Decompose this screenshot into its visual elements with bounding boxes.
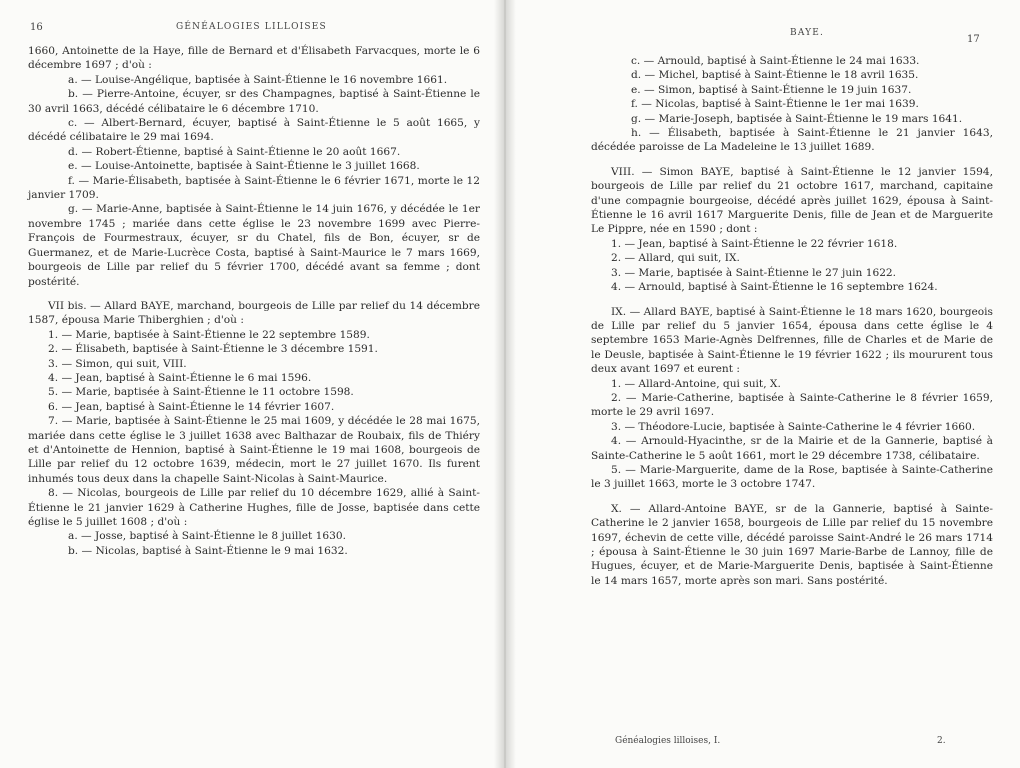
book-gutter xyxy=(494,0,516,768)
list-item: b. — Pierre-Antoine, écuyer, sr des Champagnes, baptisé à Saint-Étienne le 30 avril 1663, décédé célibataire le 6 décembre 1710. xyxy=(28,88,480,115)
list-item: d. — Michel, baptisé à Saint-Étienne le 18 avril 1635. xyxy=(631,69,919,82)
list-item: 1. — Allard-Antoine, qui suit, X. xyxy=(611,377,781,390)
right-page xyxy=(505,0,1020,768)
list-item: e. — Louise-Antoinette, baptisée à Saint-Étienne le 3 juillet 1668. xyxy=(68,160,420,173)
list-item: 1. — Marie, baptisée à Saint-Étienne le 22 septembre 1589. xyxy=(48,328,370,341)
left-page xyxy=(0,0,505,768)
page-number: 17 xyxy=(967,34,980,45)
list-item: a. — Josse, baptisé à Saint-Étienne le 8 juillet 1630. xyxy=(68,530,346,543)
list-item: 4. — Arnould-Hyacinthe, sr de la Mairie et de la Gannerie, baptisé à Sainte-Catherine le 5 août 1661, mort le 29 décembre 1738, célibataire. xyxy=(591,435,993,462)
list-item: 8. — Nicolas, bourgeois de Lille par relief du 10 décembre 1629, allié à Saint-Étienne le 21 janvier 1629 à Catherine Hughes, fille de Josse, baptisée dans cette église le 5 juillet 1608 ; d'où : xyxy=(28,487,480,528)
list-item: 4. — Jean, baptisé à Saint-Étienne le 6 mai 1596. xyxy=(48,371,312,384)
section-paragraph: VIII. — Simon BAYE, baptisé à Saint-Étienne le 12 janvier 1594, bourgeois de Lille par relief du 21 octobre 1617, marchand, capitaine d'une compagnie bourgeoise, décédé après juillet 1629, épousa à Saint-Étienne le 16 avril 1617 Marguerite Denis, fille de Jean et de Marguerite Le Pippre, née en 1590 ; dont : xyxy=(591,165,993,236)
text-column xyxy=(28,44,480,558)
footer-text: Généalogies lilloises, I. xyxy=(615,736,721,746)
list-item: c. — Albert-Bernard, écuyer, baptisé à Saint-Étienne le 5 août 1665, y décédé célibataire le 29 mai 1694. xyxy=(28,117,480,144)
list-item: d. — Robert-Étienne, baptisé à Saint-Étienne le 20 août 1667. xyxy=(68,145,401,158)
list-item: 3. — Simon, qui suit, VIII. xyxy=(48,357,187,370)
paragraph: 1660, Antoinette de la Haye, fille de Bernard et d'Élisabeth Farvacques, morte le 6 décembre 1697 ; d'où : xyxy=(28,45,480,72)
list-item: 3. — Théodore-Lucie, baptisée à Sainte-Catherine le 4 février 1660. xyxy=(611,420,976,433)
list-item: h. — Élisabeth, baptisée à Saint-Étienne le 21 janvier 1643, décédée paroisse de La Madeleine le 13 juillet 1689. xyxy=(591,127,993,154)
list-item: g. — Marie-Anne, baptisée à Saint-Étienne le 14 juin 1676, y décédée le 1er novembre 1745 ; mariée dans cette église le 23 novembre 1699 avec Pierre-François de Fourmestraux, écuyer, sr du Chatel, fils de Bon, écuyer, sr de Guermanez, et de Marie-Lucrèce Costa, baptisé à Saint-Maurice le 7 mars 1669, bourgeois de Lille par relief du 5 février 1700, décédé avant sa femme ; dont postérité. xyxy=(28,203,480,288)
list-item: 5. — Marie-Marguerite, dame de la Rose, baptisée à Sainte-Catherine le 3 juillet 1663, morte le 3 octobre 1747. xyxy=(591,463,993,491)
list-item: 3. — Marie, baptisée à Saint-Étienne le 27 juin 1622. xyxy=(611,266,897,279)
page-number: 16 xyxy=(30,22,43,33)
list-item: 7. — Marie, baptisée à Saint-Étienne le 25 mai 1609, y décédée le 28 mai 1675, mariée dans cette église le 3 juillet 1638 avec Balthazar de Roubaix, fils de Thiéry et d'Antoinette de Hennion, baptisé à Saint-Étienne le 19 mai 1608, bourgeois de Lille par relief du 12 octobre 1639, médecin, mort le 27 juillet 1670. Ils furent inhumés tous deux dans la chapelle Saint-Nicolas à Saint-Maurice. xyxy=(28,415,480,485)
section-paragraph: VII bis. — Allard BAYE, marchand, bourgeois de Lille par relief du 14 décembre 1587, épousa Marie Thiberghien ; d'où : xyxy=(28,299,480,327)
list-item: f. — Nicolas, baptisé à Saint-Étienne le 1er mai 1639. xyxy=(631,98,919,111)
signature-mark: 2. xyxy=(937,736,946,746)
list-item: c. — Arnould, baptisé à Saint-Étienne le 24 mai 1633. xyxy=(631,55,920,67)
list-item: g. — Marie-Joseph, baptisée à Saint-Étienne le 19 mars 1641. xyxy=(631,112,963,125)
running-head: BAYE. xyxy=(790,28,825,38)
list-item: 1. — Jean, baptisé à Saint-Étienne le 22 février 1618. xyxy=(611,237,898,250)
running-head: GÉNÉALOGIES LILLOISES xyxy=(176,22,327,32)
list-item: 2. — Marie-Catherine, baptisée à Sainte-Catherine le 8 février 1659, morte le 29 avril 1697. xyxy=(591,391,993,419)
list-item: 6. — Jean, baptisé à Saint-Étienne le 14 février 1607. xyxy=(48,400,335,413)
text-column xyxy=(591,54,993,588)
list-item: b. — Nicolas, baptisé à Saint-Étienne le 9 mai 1632. xyxy=(68,544,348,557)
list-item: 2. — Élisabeth, baptisée à Saint-Étienne le 3 décembre 1591. xyxy=(48,343,378,356)
list-item: a. — Louise-Angélique, baptisée à Saint-Étienne le 16 novembre 1661. xyxy=(68,73,448,86)
list-item: 2. — Allard, qui suit, IX. xyxy=(611,252,740,265)
section-paragraph: IX. — Allard BAYE, baptisé à Saint-Étienne le 18 mars 1620, bourgeois de Lille par relief du 5 janvier 1654, épousa dans cette église le 4 septembre 1653 Marie-Agnès Delfrennes, fille de Charles et de Marie de le Deusle, baptisée à Saint-Étienne le 19 février 1622 ; ils moururent tous deux avant 1697 et eurent : xyxy=(591,305,993,376)
section-paragraph: X. — Allard-Antoine BAYE, sr de la Gannerie, baptisé à Sainte-Catherine le 2 janvier 1658, bourgeois de Lille par relief du 15 novembre 1697, échevin de cette ville, décédé paroisse Saint-André le 26 mars 1714 ; épousa à Saint-Étienne le 30 juin 1697 Marie-Barbe de Lannoy, fille de Hugues, écuyer, et de Marie-Marguerite Denis, baptisée à Saint-Étienne le 14 mars 1657, morte après son mari. Sans postérité. xyxy=(591,502,993,587)
list-item: 4. — Arnould, baptisé à Saint-Étienne le 16 septembre 1624. xyxy=(611,281,938,294)
list-item: 5. — Marie, baptisée à Saint-Étienne le 11 octobre 1598. xyxy=(48,386,354,399)
list-item: e. — Simon, baptisé à Saint-Étienne le 19 juin 1637. xyxy=(631,83,912,96)
list-item: f. — Marie-Élisabeth, baptisée à Saint-Étienne le 6 février 1671, morte le 12 janvier 1709. xyxy=(28,174,480,202)
